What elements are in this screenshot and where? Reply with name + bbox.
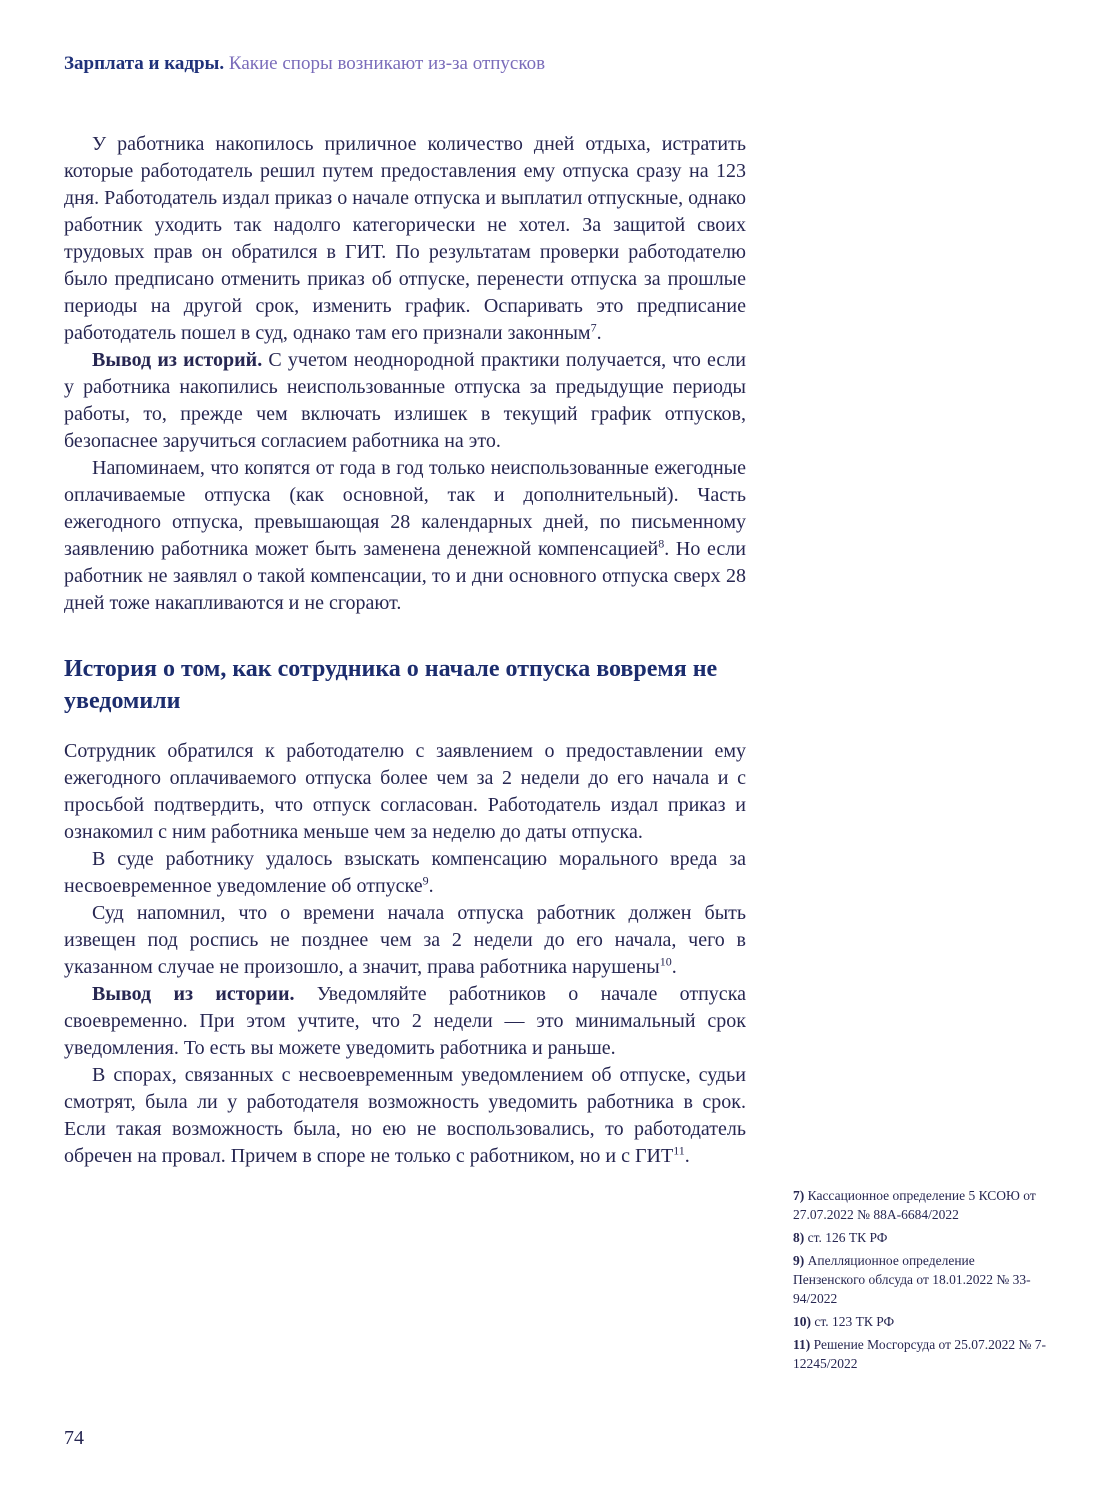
paragraph-8: [64, 1062, 746, 1170]
footnote-item: [793, 1312, 1049, 1331]
footnote-ref: 8: [658, 536, 665, 551]
text-run: В суде работнику удалось взыскать компенсацию морального вреда за несвоевременное уведомление об отпуске: [64, 848, 746, 897]
footnote-number: 11): [793, 1337, 811, 1352]
footnote-ref: 11: [673, 1143, 685, 1158]
paragraph-3: [64, 455, 746, 617]
footnote-item: [793, 1186, 1049, 1224]
text-run: Напоминаем, что копятся от года в год только неиспользованные ежегодные оплачиваемые отпуска (как основной, так и дополнительный). Часть ежегодного отпуска, превышающая 28 календарных дней, по письменному заявлению работника может быть заменена денежной компенсацией: [64, 457, 746, 560]
header-title: Какие споры возникают из-за отпусков: [224, 53, 546, 74]
text-run: С учетом неоднородной практики получается, что если у работника накопились неиспользованные отпуска за предыдущие периоды работы, то, прежде чем включать излишек в текущий график отпусков, безопаснее заручиться согласием работника на это.: [64, 349, 746, 452]
footnote-item: [793, 1228, 1049, 1247]
footnote-ref: 7: [590, 320, 597, 335]
footnote-number: 7): [793, 1188, 805, 1203]
footnote-ref: 10: [659, 954, 672, 969]
paragraph-2-conclusion: [64, 347, 746, 455]
text-run: Суд напомнил, что о времени начала отпуска работник должен быть извещен под роспись не позднее чем за 2 недели до его начала, чего в указанном случае не произошло, а значит, права работника нарушены: [64, 902, 746, 978]
article-body: [64, 131, 746, 1170]
text-run: . Но если работник не заявлял о такой компенсации, то и дни основного отпуска сверх 28 дней тоже накапливаются и не сгорают.: [64, 538, 746, 614]
footnotes-sidebar: [793, 1186, 1049, 1377]
paragraph-1: [64, 131, 746, 347]
footnote-number: 9): [793, 1253, 805, 1268]
section-heading: История о том, как сотрудника о начале отпуска вовремя не уведомили: [64, 656, 718, 714]
page-header: [64, 52, 545, 76]
footnote-number: 10): [793, 1314, 811, 1329]
text-run: Вывод из истории.: [92, 983, 295, 1005]
footnote-text: Апелляционное определение Пензенского облсуда от 18.01.2022 № 33-94/2022: [793, 1253, 1031, 1306]
footnote-text: Кассационное определение 5 КСОЮ от 27.07.2022 № 88А-6684/2022: [793, 1188, 1036, 1222]
footnote-item: [793, 1251, 1049, 1308]
text-run: У работника накопилось приличное количество дней отдыха, истратить которые работодатель решил путем предоставления ему отпуска сразу на 123 дня. Работодатель издал приказ о начале отпуска и выплатил отпускные, однако работник уходить так надолго категорически не хотел. За защитой своих трудовых прав он обратился в ГИТ. По результатам проверки работодателю было предписано отменить приказ об отпуске, перенести отпуска за прошлые периоды на другой срок, изменить график. Оспаривать это предписание работодатель пошел в суд, однако там его признали законным: [64, 133, 747, 344]
page-number: 74: [64, 1427, 84, 1449]
footnote-text: ст. 126 ТК РФ: [804, 1230, 888, 1245]
paragraph-7-conclusion: [64, 981, 746, 1062]
text-run: Уведомляйте работников о начале отпуска своевременно. При этом учтите, что 2 недели — это минимальный срок уведомления. То есть вы можете уведомить работника и раньше.: [64, 983, 746, 1059]
paragraph-6: [64, 900, 746, 981]
text-run: В спорах, связанных с несвоевременным уведомлением об отпуске, судьи смотрят, была ли у работодателя возможность уведомить работника в срок. Если такая возможность была, но ею не воспользовались, то работодатель обречен на провал. Причем в споре не только с работником, но и с ГИТ: [64, 1064, 746, 1167]
footnote-text: ст. 123 ТК РФ: [811, 1314, 895, 1329]
paragraph-4: [64, 738, 746, 846]
footnote-ref: 9: [422, 873, 429, 888]
footnote-text: Решение Мосгорсуда от 25.07.2022 № 7-12245/2022: [793, 1337, 1047, 1371]
text-run: Сотрудник обратился к работодателю с заявлением о предоставлении ему ежегодного оплачиваемого отпуска более чем за 2 недели до его начала и с просьбой подтвердить, что отпуск согласован. Работодатель издал приказ и ознакомил с ним работника меньше чем за неделю до даты отпуска.: [64, 740, 746, 843]
header-kicker: Зарплата и кадры.: [64, 53, 225, 74]
text-run: Вывод из историй.: [92, 349, 263, 371]
text-run: .: [671, 956, 677, 978]
footnote-number: 8): [793, 1230, 805, 1245]
text-run: .: [684, 1145, 690, 1167]
paragraph-5: [64, 846, 746, 900]
text-run: .: [596, 322, 602, 344]
footnote-item: [793, 1335, 1049, 1373]
text-run: .: [428, 875, 434, 897]
